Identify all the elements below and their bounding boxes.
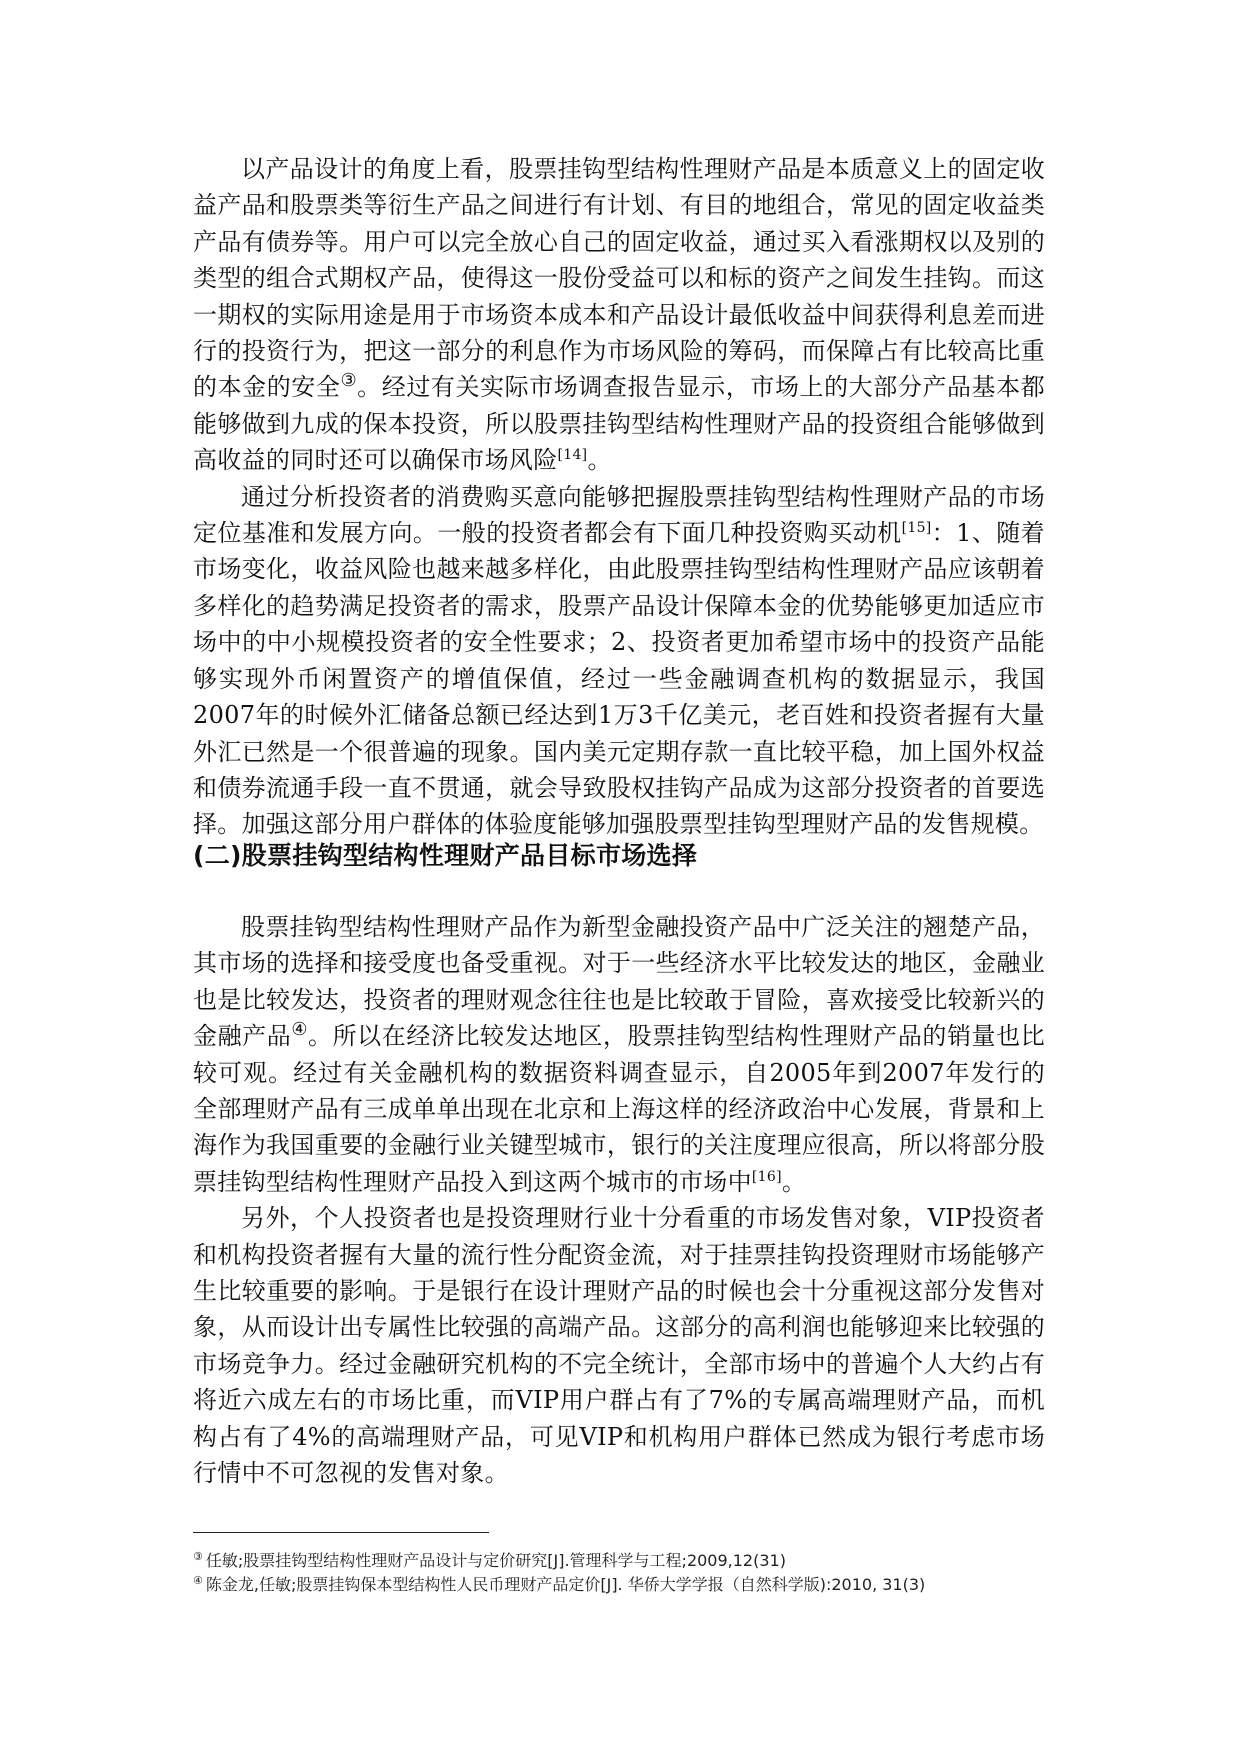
- body-section-one: [193, 151, 1045, 843]
- paragraph-text: 通过分析投资者的消费购买意向能够把握股票挂钩型结构性理财产品的市场定位基准和发展方向。一般的投资者都会有下面几种投资购买动机: [193, 482, 1045, 548]
- footnote-marker: ④: [193, 1573, 203, 1587]
- footnote-reference: ③: [340, 370, 358, 392]
- paragraph-text: 。: [781, 1167, 807, 1196]
- paragraph-text: 。经过有关实际市场调查报告显示，市场上的大部分产品基本都能够做到九成的保本投资，所以股票挂钩型结构性理财产品的投资组合能够做到高收益的同时还可以确保市场风险: [193, 373, 1045, 475]
- paragraph-text: ：1、随着市场变化，收益风险也越来越多样化，由此股票挂钩型结构性理财产品应该朝着多样化的趋势满足投资者的需求，股票产品设计保障本金的优势能够更加适应市场中的中小规模投资者的安全性要求；2、投资者更加希望市场中的投资产品能够实现外币闲置资产的增值保值，经过一些金融调查机构的数据显示，我国2007年的时候外汇储备总额已经达到1万3千亿美元，老百姓和投资者握有大量外汇已然是一个很普遍的现象。国内美元定期存款一直比较平稳，加上国外权益和债券流通手段一直不贯通，就会导致股权挂钩产品成为这部分投资者的首要选择。加强这部分用户群体的体验度能够加强股票型挂钩型理财产品的发售规模。: [193, 519, 1045, 839]
- paragraph: [193, 479, 1045, 843]
- citation-reference: [15]: [901, 520, 932, 537]
- footnotes: [193, 1549, 1093, 1597]
- footnote-divider: [193, 1532, 489, 1533]
- paragraph-text: 。所以在经济比较发达地区，股票挂钩型结构性理财产品的销量也比较可观。经过有关金融机构的数据资料调查显示，自2005年到2007年发行的全部理财产品有三成单单出现在北京和上海这样的经济政治中心发展，背景和上海作为我国重要的金融行业关键型城市，银行的关注度理应很高，所以将部分股票挂钩型结构性理财产品投入到这两个城市的市场中: [193, 1022, 1046, 1196]
- section-heading: (二)股票挂钩型结构性理财产品目标市场选择: [193, 841, 698, 870]
- footnote-text: 任敏;股票挂钩型结构性理财产品设计与定价研究[J].管理科学与工程;2009,12(31): [205, 1551, 786, 1570]
- body-section-two: [193, 909, 1045, 1492]
- paragraph: [193, 1200, 1045, 1491]
- paragraph-text: 。: [587, 446, 612, 475]
- paragraph: [193, 909, 1045, 1200]
- paragraph-text: 以产品设计的角度上看，股票挂钩型结构性理财产品是本质意义上的固定收益产品和股票类等衍生产品之间进行有计划、有目的地组合，常见的固定收益类产品有债券等。用户可以完全放心自己的固定收益，通过买入看涨期权以及别的类型的组合式期权产品，使得这一股份受益可以和标的资产之间发生挂钩。而这一期权的实际用途是用于市场资本成本和产品设计最低收益中间获得利息差而进行的投资行为，把这一部分的利息作为市场风险的筹码，而保障占有比较高比重的本金的安全: [193, 155, 1045, 402]
- footnote: [193, 1573, 1093, 1597]
- footnote: [193, 1549, 1093, 1573]
- paragraph: [193, 151, 1045, 479]
- citation-reference: [16]: [751, 1168, 782, 1185]
- paragraph-text: 另外，个人投资者也是投资理财行业十分看重的市场发售对象，VIP投资者和机构投资者握有大量的流行性分配资金流，对于挂票挂钩投资理财市场能够产生比较重要的影响。于是银行在设计理财产品的时候也会十分重视这部分发售对象，从而设计出专属性比较强的高端产品。这部分的高利润也能够迎来比较强的市场竞争力。经过金融研究机构的不完全统计，全部市场中的普遍个人大约占有将近六成左右的市场比重，而VIP用户群占有了7%的专属高端理财产品，而机构占有了4%的高端理财产品，可见VIP和机构用户群体已然成为银行考虑市场行情中不可忽视的发售对象。: [193, 1204, 1045, 1488]
- footnote-text: 陈金龙,任敏;股票挂钩保本型结构性人民币理财产品定价[J]. 华侨大学学报（自然科学版):2010, 31(3): [205, 1575, 926, 1594]
- paragraph-text: 股票挂钩型结构性理财产品作为新型金融投资产品中广泛关注的翘楚产品，其市场的选择和接受度也备受重视。对于一些经济水平比较发达的地区，金融业也是比较发达，投资者的理财观念往往也是比较敢于冒险，喜欢接受比较新兴的金融产品: [193, 913, 1045, 1051]
- footnote-marker: ③: [193, 1549, 203, 1563]
- citation-reference: [14]: [557, 447, 588, 464]
- footnote-reference: ④: [291, 1019, 309, 1041]
